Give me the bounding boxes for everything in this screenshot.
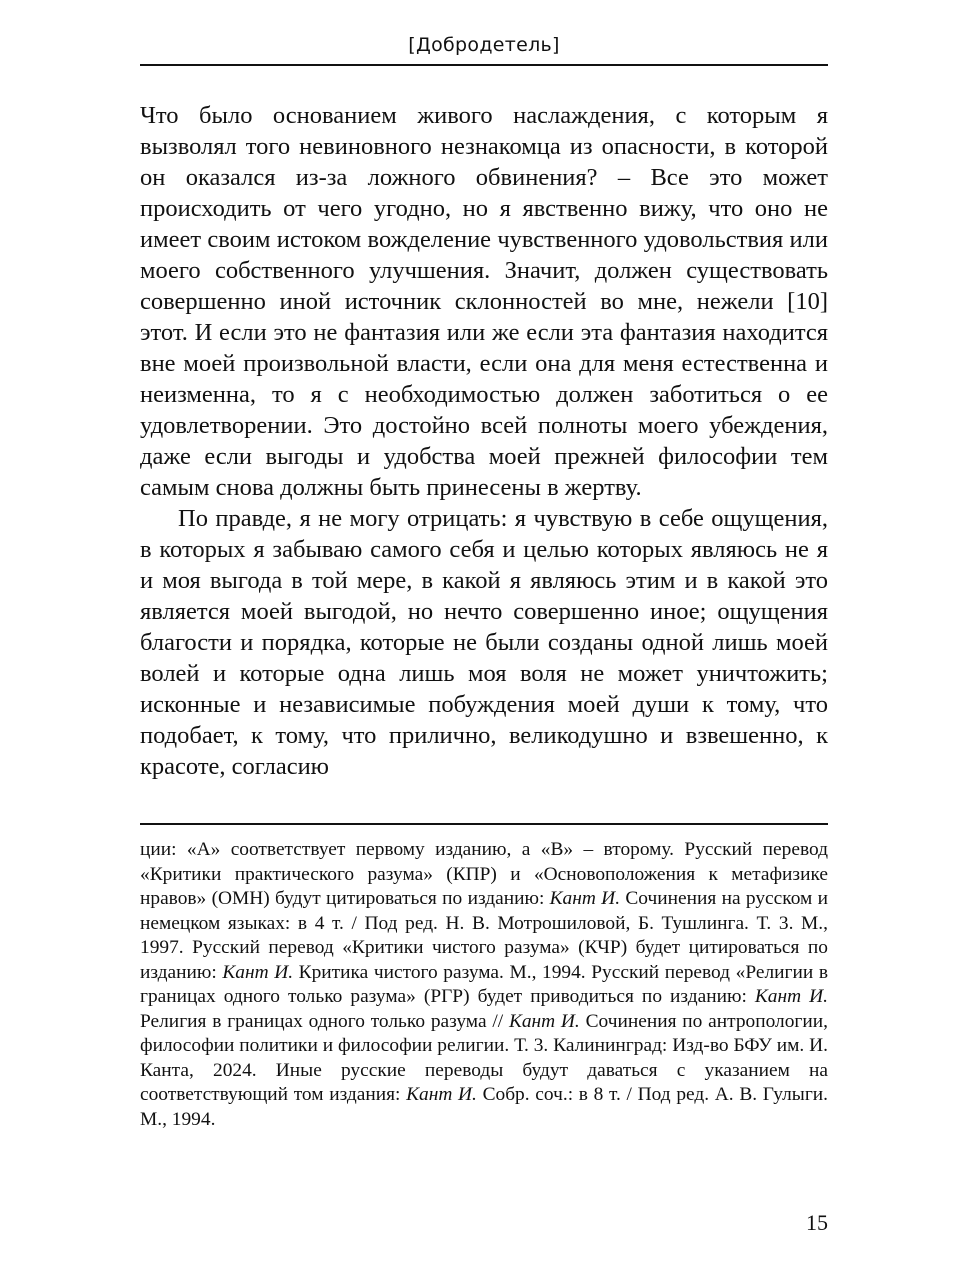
footnote-author: Кант И. bbox=[222, 961, 294, 983]
footnote-text: Сочинения по антропологии, философии политики и философии религии. Т. 3. Калининград: Изд-во БФУ им. И. Канта, 2024. Иные русские переводы будут даваться с указанием на соответствующий том издания: bbox=[140, 1010, 828, 1105]
paragraph-2: По правде, я не могу отрицать: я чувствую в себе ощущения, в которых я забываю самого себя и целью которых являюсь не я и моя выгода в той мере, в какой я являюсь этим и в какой это является моей выгодой, но нечто совершенно иное; ощущения благости и порядка, которые не были созданы одной лишь моей волей и которые одна лишь моя воля не может уничтожить; исконные и независимые побуждения моей души к тому, что подобает, к тому, что прилично, великодушно и взвешенно, к красоте, согласию bbox=[140, 505, 828, 780]
footnote-text: ции: «A» соответствует первому изданию, а «B» – второму. Русский перевод «Критики практического разума» (КПР) и «Основоположения к метафизике нравов» (ОМН) будут цитироваться по изданию: bbox=[140, 839, 828, 909]
footnote-rule bbox=[140, 823, 828, 825]
page-number: 15 bbox=[806, 1210, 828, 1235]
paragraph-1: Что было основанием живого наслаждения, с которым я вызволял того невиновного незнакомца из опасности, в которой он оказался из-за ложного обвинения? – Все это может происходить от чего угодно, но я явственно вижу, что оно не имеет своим истоком вожделение чувственного удовольствия или моего собственного улучшения. Значит, должен существовать совершенно иной источник склонностей во мне, нежели [10] этот. И если это не фантазия или же если эта фантазия находится вне моей произвольной власти, если она для меня естественна и неизменна, то я с необходимостью должен заботиться о ее удовлетворении. Это достойно всей полноты моего убеждения, даже если выгоды и удобства моей прежней философии тем самым снова должны быть принесены в жертву. bbox=[140, 102, 828, 501]
footnote-author: Кант И. bbox=[406, 1084, 477, 1105]
footnote-author: Кант И. bbox=[508, 1010, 580, 1032]
footnote-text: Собр. соч.: в 8 т. / Под ред. А. В. Гулыги. М., 1994. bbox=[140, 1084, 828, 1130]
main-text bbox=[140, 100, 828, 782]
footnote-author: Кант И. bbox=[549, 888, 621, 909]
footnote-author: Кант И. bbox=[754, 986, 828, 1007]
footnote-text: Сочинения на русском и немецком языках: в 4 т. / Под ред. Н. В. Мотрошиловой, Б. Тушлинга. Т. 3. М., 1997. Русский перевод «Критики чистого разума» (КЧР) будет цитироваться по изданию: bbox=[140, 888, 828, 983]
header-rule bbox=[140, 64, 828, 66]
footnote-text: Религия в границах одного только разума // bbox=[140, 1010, 509, 1032]
footnote-text: Критика чистого разума. М., 1994. Русский перевод «Религии в границах одного только разума» (РГР) будет приводиться по изданию: bbox=[140, 961, 828, 1007]
running-title: [Добродетель] bbox=[408, 34, 560, 56]
footnote bbox=[140, 838, 828, 1132]
